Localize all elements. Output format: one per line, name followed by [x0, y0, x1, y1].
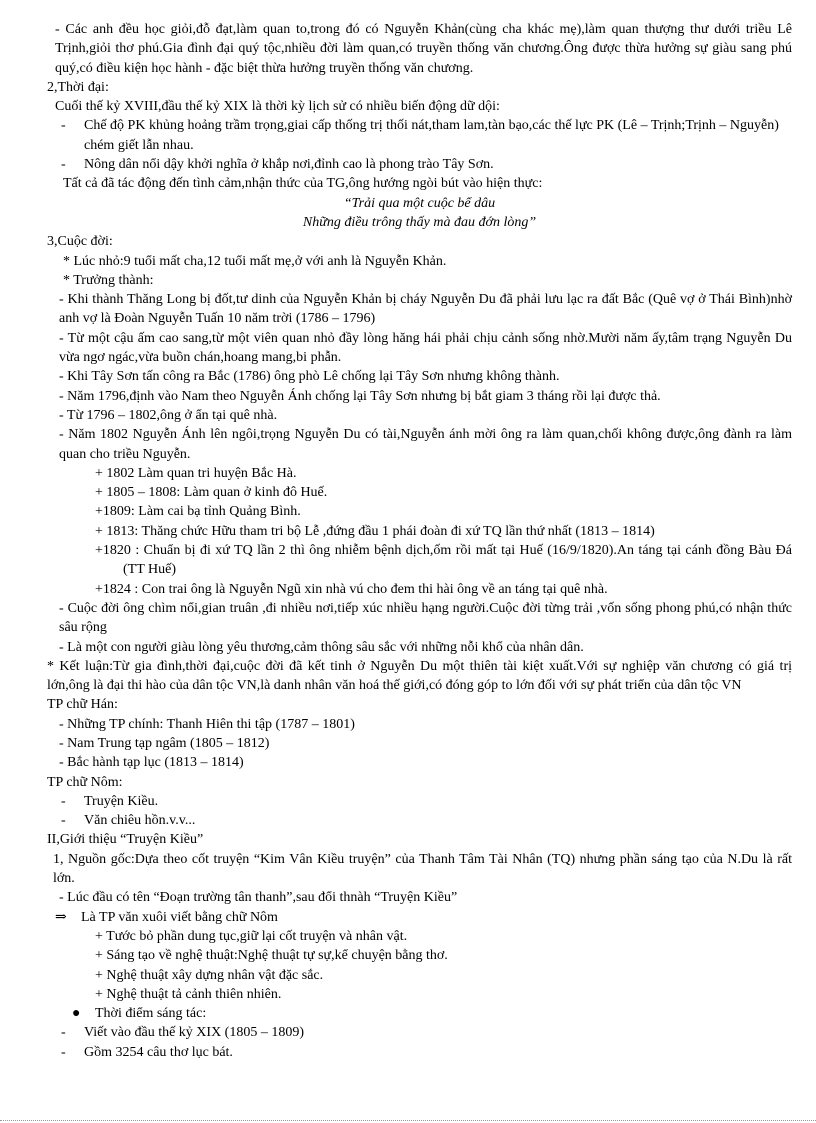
list-item	[47, 792, 792, 811]
conclusion: * Kết luận:Từ gia đình,thời đại,cuộc đời đã kết tinh ở Nguyễn Du một thiên tài kiệt xuất.Với sự nghiệp văn chương có giá trị lớn,ông là đại thi hào của dân tộc VN,là danh nhân văn hoá thế giới,có đóng góp to lớn đối với sự phát triển của dân tộc VN	[47, 658, 792, 694]
list-item-text: Viết vào đầu thế kỷ XIX (1805 – 1809)	[84, 1025, 305, 1041]
list-item	[47, 1043, 792, 1062]
list-item	[47, 155, 792, 174]
heading-life: 3,Cuộc đời:	[47, 234, 113, 250]
heading-era: 2,Thời đại:	[47, 79, 109, 95]
works-han-item: - Bắc hành tạp lục (1813 – 1814)	[59, 755, 244, 771]
paragraph-era-intro: Cuối thế kỷ XVIII,đầu thế kỷ XIX là thời kỳ lịch sử có nhiều biến động dữ dội:	[55, 99, 500, 115]
career-item: +1820 : Chuẩn bị đi xứ TQ lần 2 thì ông nhiễm bệnh dịch,ốm rồi mất tại Huế (16/9/1820).An táng tại cánh đồng Bàu Đá (TT Huế)	[95, 543, 792, 578]
life-summary: - Cuộc đời ông chìm nổi,gian truân ,đi nhiều nơi,tiếp xúc nhiều hạng người.Cuộc đời từng trải ,vốn sống phong phú,có nhận thức sâu rộng	[59, 600, 792, 636]
works-nom-heading: TP chữ Nôm:	[47, 774, 123, 790]
life-event: - Năm 1802 Nguyễn Ánh lên ngôi,trọng Nguyễn Du có tài,Nguyễn ánh mời ông ra làm quan,chối không được,ông đành ra làm quan cho triều Nguyễn.	[59, 427, 792, 462]
dash-marker: -	[61, 793, 66, 809]
list-item-text: Nông dân nổi dậy khởi nghĩa ở khắp nơi,đỉnh cao là phong trào Tây Sơn.	[84, 157, 494, 173]
list-item	[47, 116, 792, 155]
origin-name: - Lúc đầu có tên “Đoạn trường tân thanh”,sau đổi thnàh “Truyện Kiều”	[59, 890, 458, 906]
works-han-item: - Những TP chính: Thanh Hiên thi tập (1787 – 1801)	[59, 716, 355, 732]
works-han-item: - Nam Trung tạp ngâm (1805 – 1812)	[59, 735, 270, 751]
creation-item: + Nghệ thuật xây dựng nhân vật đặc sắc.	[95, 967, 324, 983]
creation-item: + Tước bỏ phần dung tục,giữ lại cốt truyện và nhân vật.	[95, 928, 408, 944]
origin-paragraph: 1, Nguồn gốc:Dựa theo cốt truyện “Kim Vân Kiều truyện” của Thanh Tâm Tài Nhân (TQ) nhưng phần sáng tạo của N.Du là rất lớn.	[53, 851, 792, 887]
life-adulthood-heading: * Trưởng thành:	[63, 272, 154, 288]
paragraph-impact: Tất cả đã tác động đến tình cảm,nhận thức của TG,ông hướng ngòi bút vào hiện thực:	[63, 176, 543, 192]
arrow-line-text: Là TP văn xuôi viết bằng chữ Nôm	[81, 909, 278, 925]
bullet-item-text: Thời điểm sáng tác:	[95, 1006, 207, 1022]
quote-line-1: “Trải qua một cuộc bể dâu	[343, 195, 496, 211]
list-item-text: Truyện Kiều.	[84, 793, 159, 809]
list-item-text: Văn chiêu hồn.v.v...	[84, 813, 196, 829]
dash-marker: -	[61, 157, 66, 173]
dash-marker: -	[61, 1025, 66, 1041]
list-item-text: Chế độ PK khủng hoảng trầm trọng,giai cấp thống trị thối nát,tham lam,tàn bạo,các thế lực PK (Lê – Trịnh;Trịnh – Nguyễn) chém giết lẫn nhau.	[84, 118, 779, 153]
career-item: + 1802 Làm quan tri huyện Bắc Hà.	[95, 465, 297, 481]
career-item: +1824 : Con trai ông là Nguyễn Ngũ xin nhà vú cho đem thi hài ông về an táng tại quê nhà.	[95, 581, 608, 597]
career-item: +1809: Làm cai bạ tỉnh Quảng Bình.	[95, 504, 301, 520]
dash-marker: -	[61, 813, 66, 829]
dash-marker: -	[61, 118, 66, 134]
conclusion-arrow-line	[47, 908, 792, 927]
life-childhood: * Lúc nhỏ:9 tuổi mất cha,12 tuổi mất mẹ,ở với anh là Nguyễn Khản.	[63, 253, 447, 269]
life-event: - Năm 1796,định vào Nam theo Nguyễn Ánh chống lại Tây Sơn nhưng bị bắt giam 3 tháng rồi lại được thả.	[59, 388, 661, 404]
life-event: - Từ một cậu ấm cao sang,từ một viên quan nhỏ đầy lòng hăng hái phải chịu cảnh sống nhờ.Mười năm ấy,tâm trạng Nguyễn Du vừa ngơ ngác,vừa buồn chán,hoang mang,bi phẫn.	[59, 330, 792, 366]
right-double-arrow-icon: ⇒	[55, 909, 67, 925]
career-item: + 1813: Thăng chức Hữu tham tri bộ Lễ ,đứng đầu 1 phái đoàn đi xứ TQ lần thứ nhất (1813 – 1814)	[95, 523, 655, 539]
paragraph-family-intro: - Các anh đều học giỏi,đỗ đạt,làm quan to,trong đó có Nguyễn Khản(cùng cha khác mẹ),làm quan thượng thư dưới triều Lê Trịnh,giỏi thơ phú.Gia đình đại quý tộc,nhiều đời làm quan,có truyền thống văn chương.Ông được thừa hưởng sự giàu sang phú quý,có điều kiện học hành - đặc biệt thừa hưởng truyền thống văn chương.	[55, 22, 792, 76]
heading-truyen-kieu: II,Giới thiệu “Truyện Kiều”	[47, 832, 204, 848]
life-event: - Khi thành Thăng Long bị đốt,tư dinh của Nguyễn Khản bị cháy Nguyễn Du đã phải lưu lạc ra đất Bắc (Quê vợ ở Thái Bình)nhờ anh vợ là Đoàn Nguyễn Tuấn 10 năm trời (1786 – 1796)	[59, 292, 792, 327]
dash-marker: -	[61, 1044, 66, 1060]
bullet-icon: ●	[72, 1006, 81, 1022]
creation-item: + Sáng tạo về nghệ thuật:Nghệ thuật tự sự,kể chuyện bằng thơ.	[95, 948, 448, 964]
page-bottom-divider	[0, 1120, 816, 1121]
life-event: - Từ 1796 – 1802,ông ở ẩn tại quê nhà.	[59, 407, 278, 423]
works-han-heading: TP chữ Hán:	[47, 697, 118, 713]
creation-item: + Nghệ thuật tả cảnh thiên nhiên.	[95, 986, 282, 1002]
document-page	[47, 20, 792, 1062]
list-item	[47, 1023, 792, 1042]
life-event: - Khi Tây Sơn tấn công ra Bắc (1786) ông phò Lê chống lại Tây Sơn nhưng không thành.	[59, 369, 560, 385]
bullet-item	[47, 1004, 792, 1023]
list-item	[47, 811, 792, 830]
career-item: + 1805 – 1808: Làm quan ở kinh đô Huế.	[95, 485, 328, 501]
quote-line-2: Những điều trông thấy mà đau đớn lòng”	[302, 214, 537, 230]
list-item-text: Gồm 3254 câu thơ lục bát.	[84, 1044, 233, 1060]
life-summary: - Là một con người giàu lòng yêu thương,cảm thông sâu sắc với những nỗi khổ của nhân dân.	[59, 639, 584, 655]
